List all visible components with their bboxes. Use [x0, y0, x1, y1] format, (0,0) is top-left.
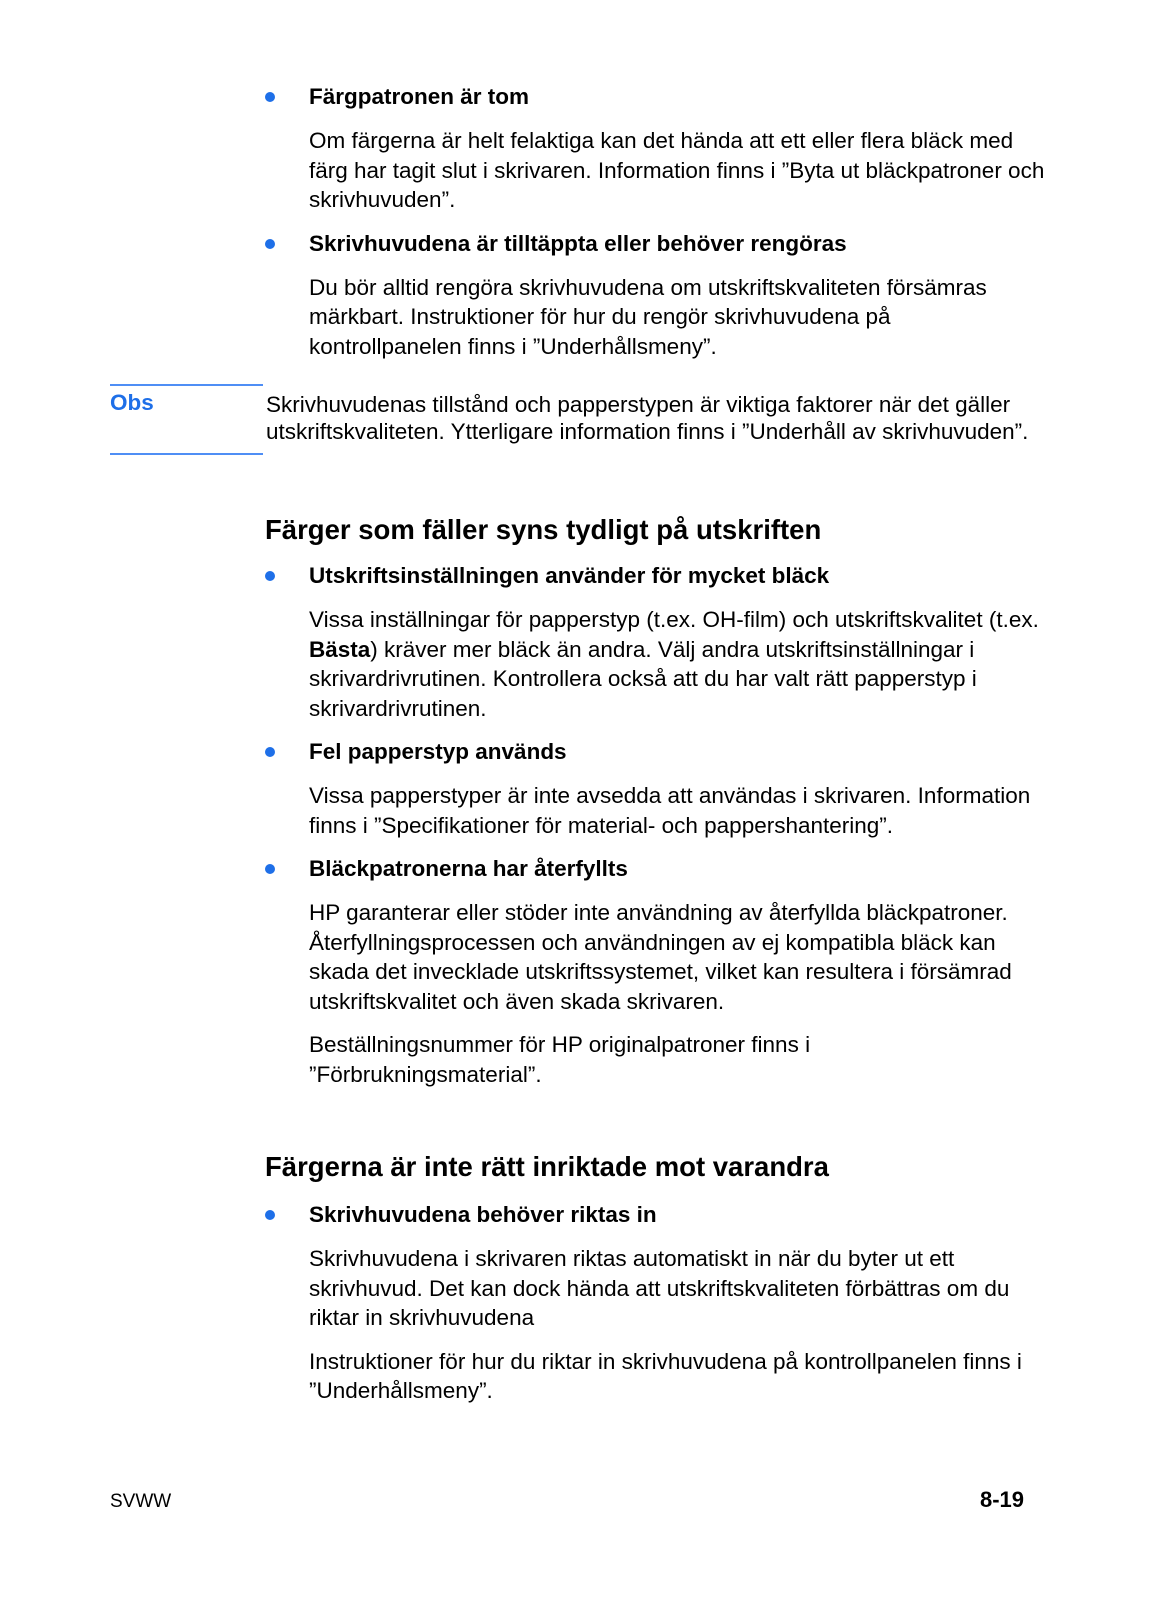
bullet-dot-icon — [265, 92, 275, 102]
paragraph: Beställningsnummer för HP originalpatroner finns i ”Förbrukningsmaterial”. — [309, 1032, 811, 1087]
paragraph-text: ) kräver mer bläck än andra. Välj andra utskriftsinställningar i skrivardrivrutinen. Kontrollera också att du har valt rätt papperstyp i skrivardrivrutinen. — [309, 636, 977, 721]
paragraph: Instruktioner för hur du riktar in skrivhuvudena på kontrollpanelen finns i ”Underhållsmeny”. — [309, 1348, 1022, 1403]
top-bullets — [265, 82, 1045, 375]
note-top-rule — [110, 384, 263, 386]
bullet-dot-icon — [265, 239, 275, 249]
bullet-heading — [265, 82, 1045, 112]
bullet-heading-text: Skrivhuvudena behöver riktas in — [309, 1202, 657, 1227]
bullet-heading-text: Skrivhuvudena är tilltäppta eller behöver rengöras — [309, 230, 847, 256]
paragraph: Du bör alltid rengöra skrivhuvudena om utskriftskvaliteten försämras märkbart. Instruktioner för hur du rengör skrivhuvudena på kontrollpanelen finns i ”Underhållsmeny”. — [309, 274, 987, 359]
bullet-heading-text: Färgpatronen är tom — [309, 84, 530, 109]
note-label: Obs — [110, 390, 154, 415]
paragraph — [265, 605, 1045, 723]
paragraph: Skrivhuvudena i skrivaren riktas automatiskt in när du byter ut ett skrivhuvud. Det kan dock hända att utskriftskvaliteten förbättras om du riktar in skrivhuvudena — [309, 1246, 1010, 1330]
bullet-heading — [265, 737, 1045, 767]
paragraph-text: Vissa inställningar för papperstyp (t.ex. OH-film) och utskriftskvalitet (t.ex. — [309, 607, 1039, 632]
page-number: 8-19 — [979, 1487, 1024, 1512]
bullet-dot-icon — [265, 571, 275, 581]
bullet-dot-icon — [265, 747, 275, 757]
paragraph: HP garanterar eller stöder inte användning av återfyllda bläckpatroner. Återfyllningsprocessen och användningen av ej kompatibla bläck kan skada det invecklade utskriftssystemet, vilket kan resultera i försämrad utskriftskvalitet och även skada skrivaren. — [309, 900, 1012, 1014]
note-text: Skrivhuvudenas tillstånd och papperstypen är viktiga faktorer när det gäller utskriftskvaliteten. Ytterligare information finns i ”Underhåll av skrivhuvuden”. — [266, 392, 1029, 444]
bullet-heading — [265, 854, 1045, 884]
footer-left-label: SVWW — [110, 1491, 172, 1512]
paragraph: Om färgerna är helt felaktiga kan det hända att ett eller flera bläck med färg har tagit slut i skrivaren. Information finns i ”Byta ut bläckpatroner och skrivhuvuden”. — [309, 128, 1045, 212]
bullet-heading-text: Utskriftsinställningen använder för mycket bläck — [309, 563, 830, 588]
section-title: Färger som fäller syns tydligt på utskriften — [265, 514, 822, 545]
section-misaligned-colors — [265, 1150, 1045, 1420]
note-box — [110, 384, 1045, 455]
bullet-heading-text: Bläckpatronerna har återfyllts — [309, 856, 628, 881]
bullet-dot-icon — [265, 864, 275, 874]
bullet-heading — [265, 561, 1045, 591]
paragraph-bold-text: Bästa — [309, 636, 371, 662]
bullet-heading-text: Fel papperstyp används — [309, 739, 567, 764]
paragraph: Vissa papperstyper är inte avsedda att användas i skrivaren. Information finns i ”Specifikationer för material- och pappershantering”. — [309, 783, 1031, 838]
bullet-heading — [265, 229, 1045, 259]
note-bottom-rule — [110, 453, 263, 455]
section-title: Färgerna är inte rätt inriktade mot varandra — [265, 1151, 829, 1182]
bullet-dot-icon — [265, 1210, 275, 1220]
bullet-heading — [265, 1200, 1045, 1230]
section-colors-bleed — [265, 513, 1045, 1103]
